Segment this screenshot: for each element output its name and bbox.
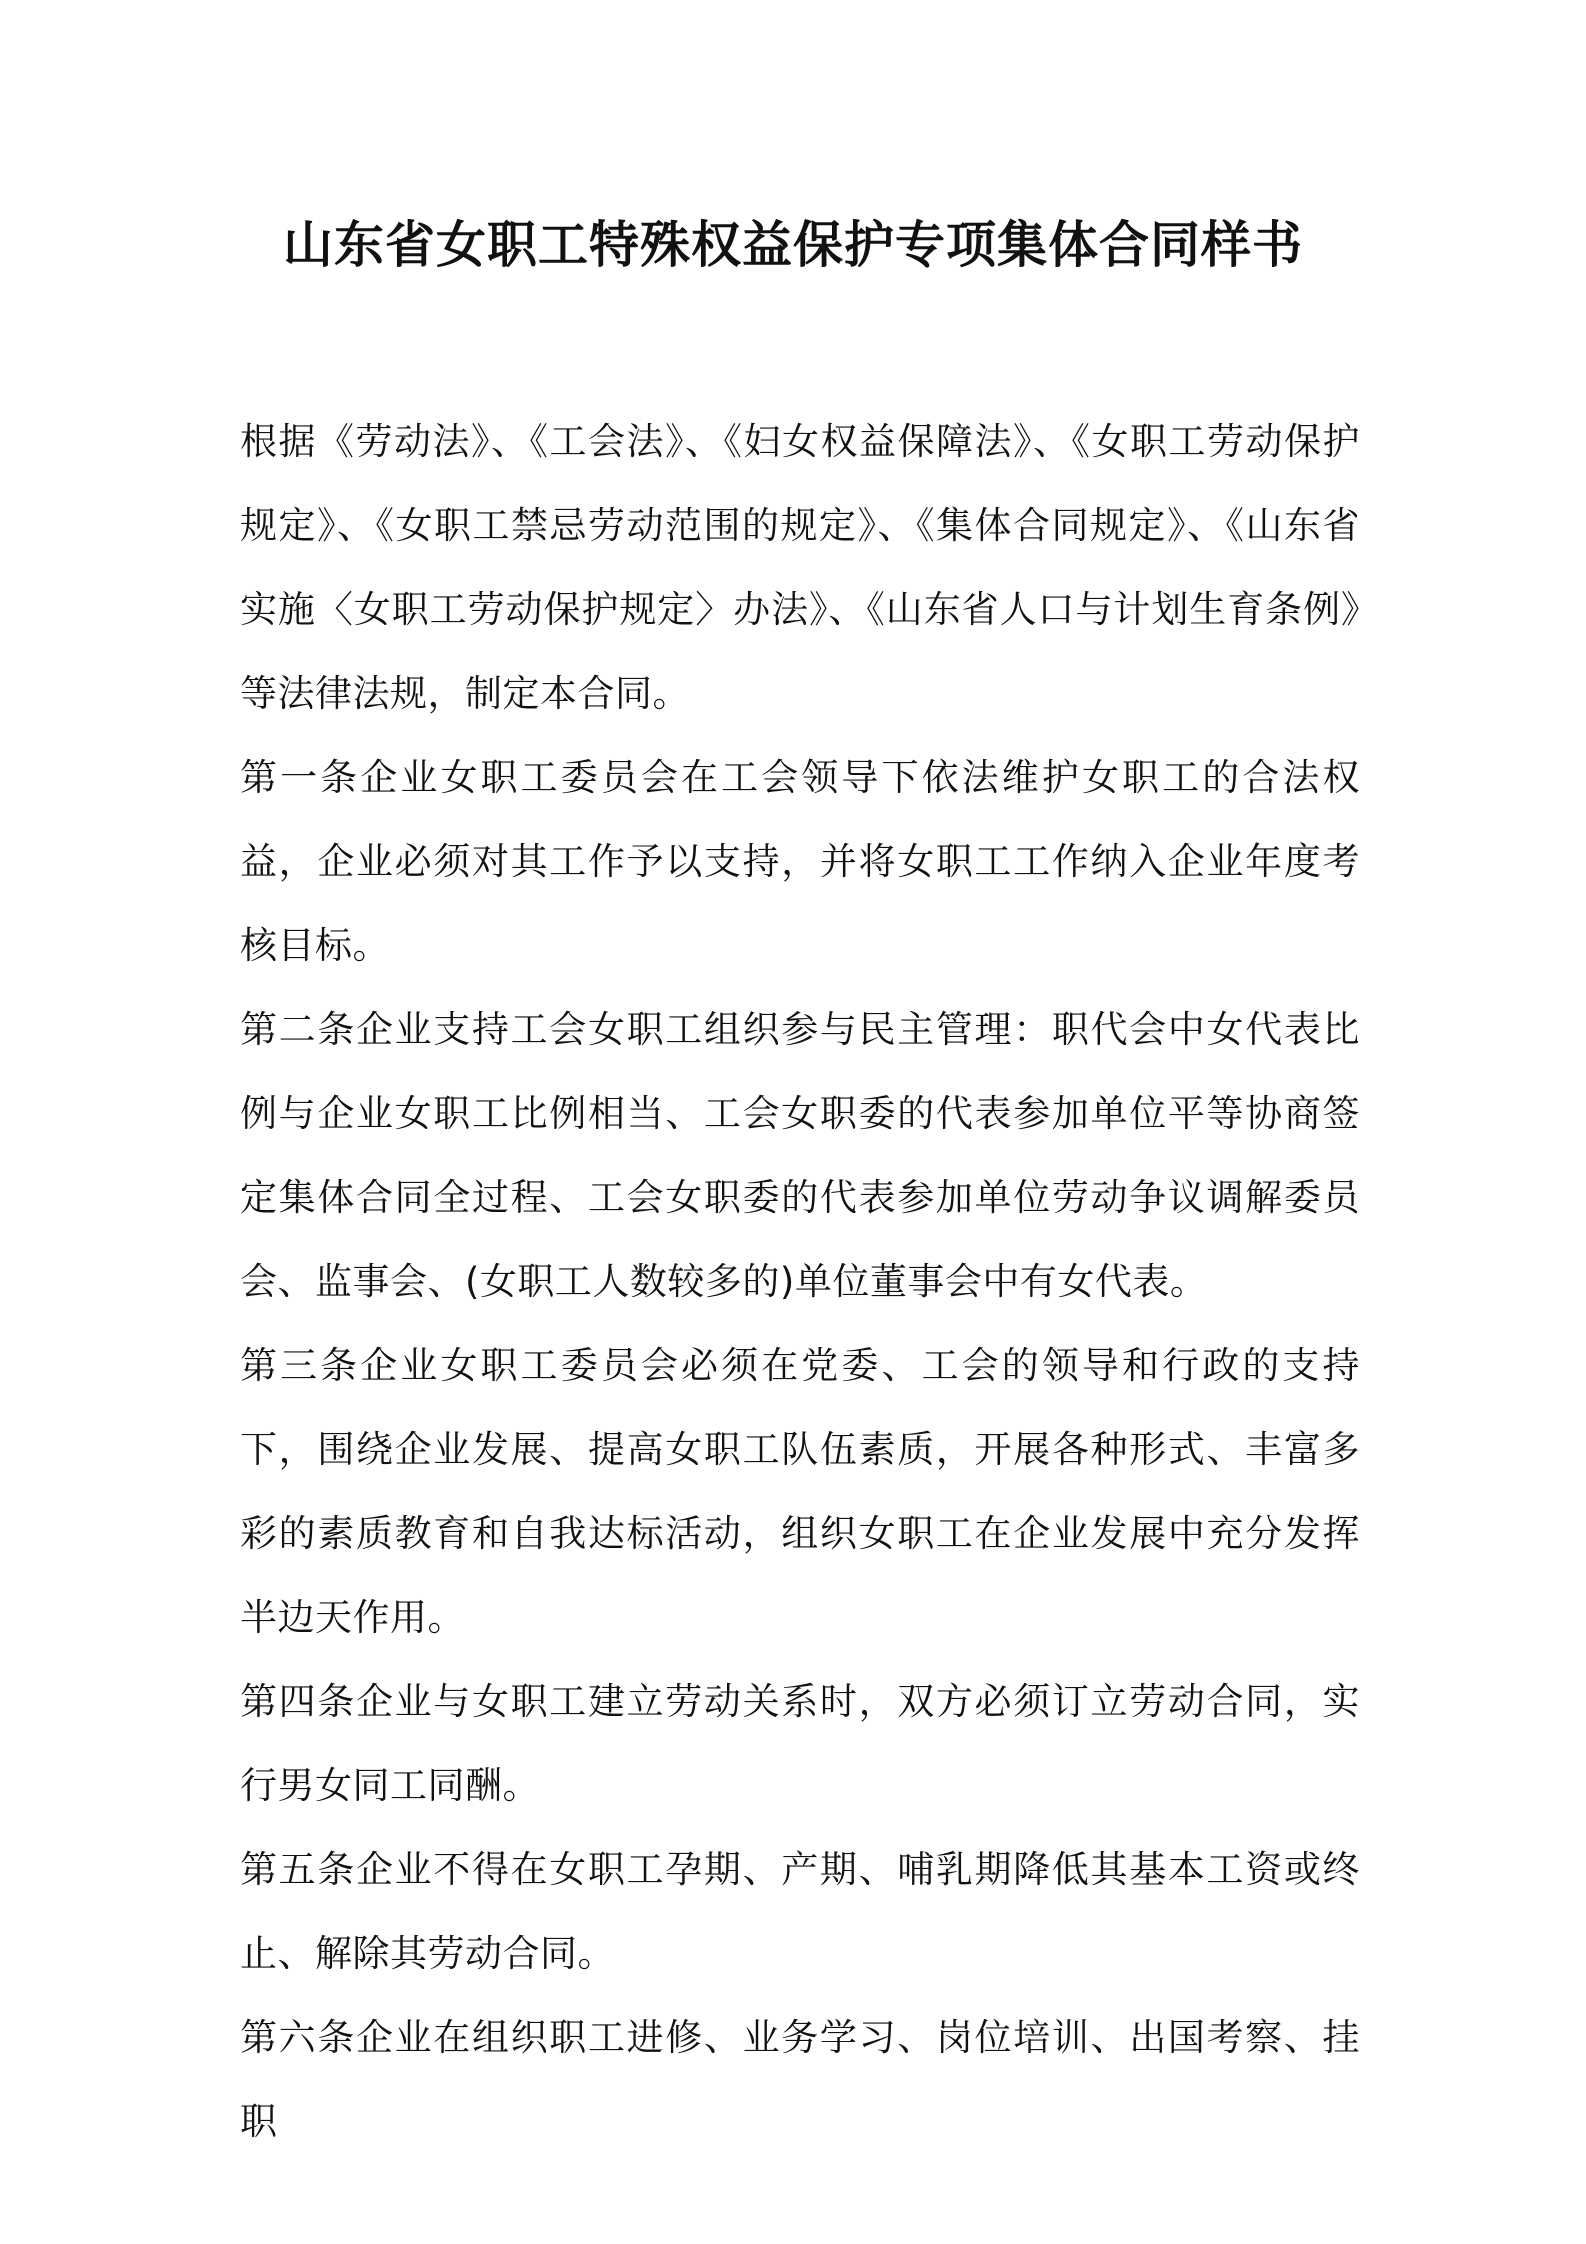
document-title: 山东省女职工特殊权益保护专项集体合同样书 [283, 216, 1303, 274]
paragraph-preamble: 根据《劳动法》、《工会法》、《妇女权益保障法》、《女职工劳动保护规定》、《女职工禁忌劳动范围的规定》、《集体合同规定》、《山东省实施〈女职工劳动保护规定〉办法》、《山东省人口与计划生育条例》等法律法规，制定本合同。 [240, 420, 1360, 715]
document-body [240, 400, 1360, 2164]
paragraph-article-5: 第五条企业不得在女职工孕期、产期、哺乳期降低其基本工资或终止、解除其劳动合同。 [240, 1848, 1360, 1975]
paragraph-article-3: 第三条企业女职工委员会必须在党委、工会的领导和行政的支持下，围绕企业发展、提高女职工队伍素质，开展各种形式、丰富多彩的素质教育和自我达标活动，组织女职工在企业发展中充分发挥半边天作用。 [240, 1344, 1360, 1639]
paragraph-article-1: 第一条企业女职工委员会在工会领导下依法维护女职工的合法权益，企业必须对其工作予以支持，并将女职工工作纳入企业年度考核目标。 [240, 756, 1360, 967]
paragraph-article-2: 第二条企业支持工会女职工组织参与民主管理：职代会中女代表比例与企业女职工比例相当、工会女职委的代表参加单位平等协商签定集体合同全过程、工会女职委的代表参加单位劳动争议调解委员会、监事会、(女职工人数较多的)单位董事会中有女代表。 [240, 1008, 1360, 1303]
paragraph-article-4: 第四条企业与女职工建立劳动关系时，双方必须订立劳动合同，实行男女同工同酬。 [240, 1680, 1360, 1807]
paragraph-article-6: 第六条企业在组织职工进修、业务学习、岗位培训、出国考察、挂职 [240, 2016, 1360, 2143]
